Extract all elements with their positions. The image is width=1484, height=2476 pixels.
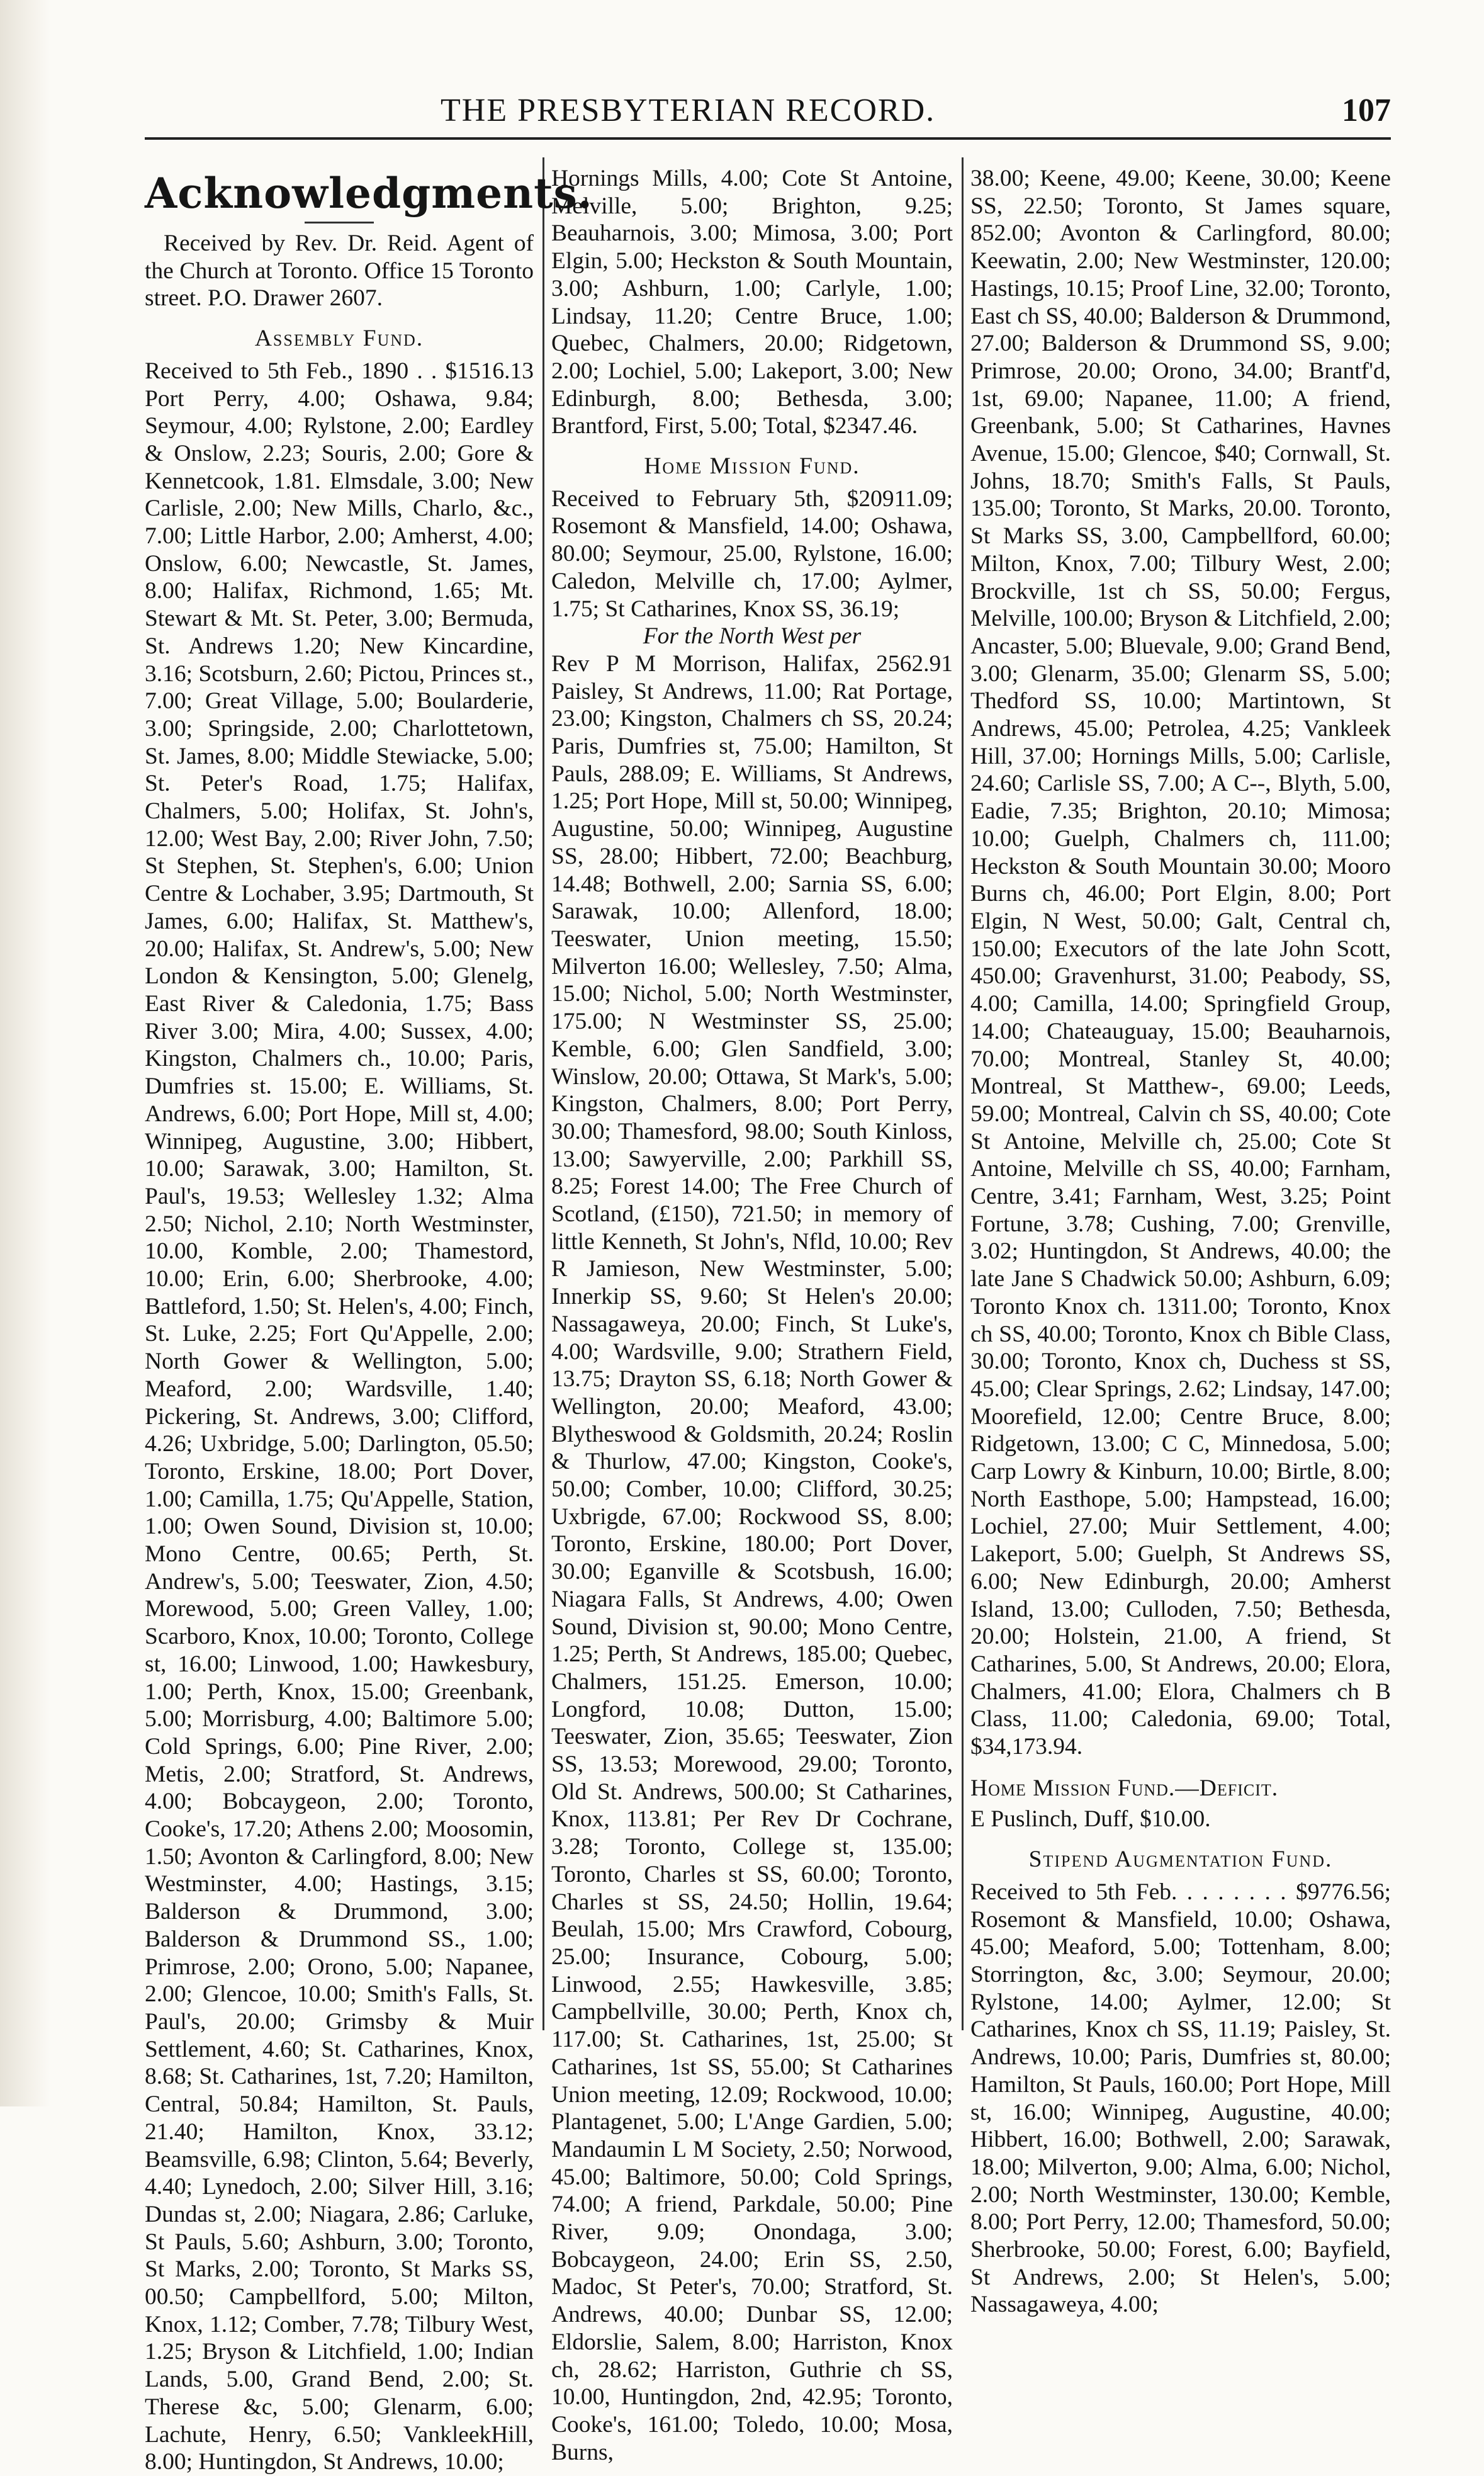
stipend-augmentation-list: Received to 5th Feb. . . . . . . . $9776.56; Rosemont & Mansfield, 10.00; Oshawa, 45.00; Meaford, 5.00; Tottenham, 8.00; Storrington, &c, 3.00; Seymour, 20.00; Rylstone, 14.00; Aylmer, 12.00; St Catharines, Knox ch SS, 11.19; Paisley, St. Andrews, 10.00; Paris, Dumfries st, 80.00; Hamilton, St Pauls, 160.00; Port Hope, Mill st, 16.00; Winnipeg, Augustine, 40.00; Hibbert, 16.00; Bothwell, 2.00; Sarawak, 18.00; Milverton, 9.00; Alma, 6.00; Nichol, 2.00; North Westminster, 130.00; Kemble, 8.00; Port Perry, 12.00; Thamesford, 50.00; Sherbrooke, 50.00; Forest, 6.00; Bayfield, St Andrews, 2.00; St Helen's, 5.00; Nassagaweya, 4.00;	[970, 1879, 1391, 2318]
section-title: Acknowledgments.	[145, 169, 593, 218]
north-west-subheading: For the North West per	[643, 623, 862, 650]
title-rule	[305, 222, 374, 223]
running-title: THE PRESBYTERIAN RECORD.	[441, 93, 936, 128]
assembly-fund-list: Received to 5th Feb., 1890 . . $1516.13 Port Perry, 4.00; Oshawa, 9.84; Seymour, 4.00; Rylstone, 2.00; Eardley & Onslow, 2.23; Souris, 2.00; Gore & Kennetcook, 1.81. Elmsdale, 3.00; New Carlisle, 2.00; New Mills, Charlo, &c., 7.00; Little Harbor, 2.00; Amherst, 4.00; Onslow, 6.00; Newcastle, St. James, 8.00; Halifax, Richmond, 1.65; Mt. Stewart & Mt. St. Peter, 3.00; Bermuda, St. Andrews 1.20; New Kincardine, 3.16; Scotsburn, 2.60; Pictou, Princes st., 7.00; Great Village, 5.00; Boularderie, 3.00; Springside, 2.00; Charlottetown, St. James, 8.00; Middle Stewiacke, 5.00; St. Peter's Road, 1.75; Halifax, Chalmers, 5.00; Holifax, St. John's, 12.00; West Bay, 2.00; River John, 7.50; St Stephen, St. Stephen's, 6.00; Union Centre & Lochaber, 3.95; Dartmouth, St James, 6.00; Halifax, St. Matthew's, 20.00; Halifax, St. Andrew's, 5.00; New London & Kensington, 5.00; Glenelg, East River & Caledonia, 1.75; Bass River 3.00; Mira, 4.00; Sussex, 4.00; Kingston, Chalmers ch., 10.00; Paris, Dumfries st. 15.00; E. Williams, St. Andrews, 6.00; Port Hope, Mill st, 4.00; Winnipeg, Augustine, 3.00; Hibbert, 10.00; Sarawak, 3.00; Hamilton, St. Paul's, 19.53; Wellesley 1.32; Alma 2.50; Nichol, 2.10; North Westminster, 10.00, Komble, 2.00; Thamestord, 10.00; Erin, 6.00; Sherbrooke, 4.00; Battleford, 1.50; St. Helen's, 4.00; Finch, St. Luke, 2.25; Fort Qu'Appelle, 2.00; North Gower & Wellington, 5.00; Meaford, 2.00; Wardsville, 1.40; Pickering, St. Andrews, 3.00; Clifford, 4.26; Uxbridge, 5.00; Darlington, 05.50; Toronto, Erskine, 18.00; Port Dover, 1.00; Camilla, 1.75; Qu'Appelle, Station, 1.00; Owen Sound, Division st, 10.00; Mono Centre, 00.65; Perth, St. Andrew's, 5.00; Teeswater, Zion, 4.50; Morewood, 5.00; Green Valley, 1.00; Scarboro, Knox, 10.00; Toronto, College st, 16.00; Linwood, 1.00; Hawkesbury, 1.00; Perth, Knox, 15.00; Greenbank, 5.00; Morrisburg, 4.00; Baltimore 5.00; Cold Springs, 6.00; Pine River, 2.00; Metis, 2.00; Stratford, St. Andrews, 4.00; Bobcaygeon, 2.00; Toronto, Cooke's, 17.20; Athens 2.00; Moosomin, 1.50; Avonton & Carlingford, 8.00; New Westminster, 4.00; Hastings, 3.15; Balderson & Drummond, 3.00; Balderson & Drummond SS., 1.00; Primrose, 2.00; Orono, 5.00; Napanee, 2.00; Glencoe, 10.00; Smith's Falls, St. Paul's, 20.00; Grimsby & Muir Settlement, 4.60; St. Catharines, Knox, 8.68; St. Catharines, 1st, 7.20; Hamilton, Central, 50.84; Hamilton, St. Pauls, 21.40; Hamilton, Knox, 33.12; Beamsville, 6.98; Clinton, 5.64; Beverly, 4.40; Lynedoch, 2.00; Silver Hill, 3.16; Dundas st, 2.00; Niagara, 2.86; Carluke, St Pauls, 5.60; Ashburn, 3.00; Toronto, St Marks, 2.00; Toronto, St Marks SS, 00.50; Campbellford, 5.00; Milton, Knox, 1.12; Comber, 7.78; Tilbury West, 1.25; Bryson & Litchfield, 1.00; Indian Lands, 5.00, Grand Bend, 2.00; St. Therese &c, 5.00; Glenarm, 6.00; Lachute, Henry, 6.50; VankleekHill, 8.00; Huntingdon, St Andrews, 10.00;	[145, 358, 534, 2475]
assembly-fund-continued: Hornings Mills, 4.00; Cote St Antoine, Melville, 5.00; Brighton, 9.25; Beauharnois, 3.00; Mimosa, 3.00; Port Elgin, 5.00; Heckston & South Mountain, 3.00; Ashburn, 1.00; Carlyle, 1.00; Lindsay, 11.20; Centre Bruce, 1.00; Quebec, Chalmers, 20.00; Ridgetown, 2.00; Lochiel, 5.00; Lakeport, 3.00; New Edinburgh, 8.00; Bethesda, 3.00; Brantford, First, 5.00; Total, $2347.46.	[551, 166, 953, 439]
column-1	[145, 165, 593, 2475]
assembly-fund-heading: Assembly Fund.	[254, 325, 424, 352]
scanned-page-margin	[0, 0, 50, 2106]
header-rule	[145, 137, 1391, 140]
column-3	[970, 165, 1391, 2318]
north-west-list: Rev P M Morrison, Halifax, 2562.91 Paisley, St Andrews, 11.00; Rat Portage, 23.00; Kingston, Chalmers ch SS, 20.24; Paris, Dumfries st, 75.00; Hamilton, St Pauls, 288.09; E. Williams, St Andrews, 1.25; Port Hope, Mill st, 50.00; Winnipeg, Augustine, 50.00; Winnipeg, Augustine SS, 28.00; Hibbert, 72.00; Beachburg, 14.48; Bothwell, 2.00; Sarnia SS, 6.00; Sarawak, 10.00; Allenford, 18.00; Teeswater, Union meeting, 15.50; Milverton 16.00; Wellesley, 7.50; Alma, 15.00; Nichol, 5.00; North Westminster, 175.00; N Westminster SS, 25.00; Kemble, 6.00; Glen Sandfield, 3.00; Winslow, 20.00; Ottawa, St Mark's, 5.00; Kingston, Chalmers, 8.00; Port Perry, 30.00; Thamesford, 98.00; South Kinloss, 13.00; Sawyerville, 2.00; Parkhill SS, 8.25; Forest 14.00; The Free Church of Scotland, (£150), 721.50; in memory of little Kenneth, St John's, Nfld, 10.00; Rev R Jamieson, New Westminster, 5.00; Innerkip SS, 9.60; St Helen's 20.00; Nassagaweya, 20.00; Finch, St Luke's, 4.00; Wardsville, 9.00; Strathern Field, 13.75; Drayton SS, 6.18; North Gower & Wellington, 20.00; Meaford, 43.00; Blytheswood & Goldsmith, 20.24; Roslin & Thurlow, 47.00; Kingston, Cooke's, 50.00; Comber, 10.00; Clifford, 30.25; Uxbrigde, 67.00; Rockwood SS, 8.00; Toronto, Erskine, 180.00; Port Dover, 30.00; Eganville & Scotsbush, 16.00; Niagara Falls, St Andrews, 4.00; Owen Sound, Division st, 90.00; Mono Centre, 1.25; Perth, St Andrews, 185.00; Quebec, Chalmers, 151.25. Emerson, 10.00; Longford, 10.08; Dutton, 15.00; Teeswater, Zion, 35.65; Teeswater, Zion SS, 13.53; Morewood, 29.00; Toronto, Old St. Andrews, 500.00; St Catharines, Knox, 113.81; Per Rev Dr Cochrane, 3.28; Toronto, College st, 135.00; Toronto, Charles st SS, 60.00; Toronto, Charles st SS, 24.50; Hollin, 19.64; Beulah, 15.00; Mrs Crawford, Cobourg, 25.00; Insurance, Cobourg, 5.00; Linwood, 2.55; Hawkesville, 3.85; Campbellville, 30.00; Perth, Knox ch, 117.00; St. Catharines, 1st, 25.00; St Catharines, 1st SS, 55.00; St Catharines Union meeting, 12.09; Rockwood, 10.00; Plantagenet, 5.00; L'Ange Gardien, 5.00; Mandaumin L M Society, 2.50; Norwood, 45.00; Baltimore, 50.00; Cold Springs, 74.00; A friend, Parkdale, 50.00; Pine River, 9.09; Onondaga, 3.00; Bobcaygeon, 24.00; Erin SS, 2.50, Madoc, St Peter's, 70.00; Stratford, St. Andrews, 40.00; Dunbar SS, 12.00; Eldorslie, Salem, 8.00; Harriston, Knox ch, 28.62; Harriston, Guthrie ch SS, 10.00, Huntingdon, 2nd, 42.95; Toronto, Cooke's, 161.00; Toledo, 10.00; Mosa, Burns,	[551, 650, 953, 2465]
stipend-augmentation-heading: Stipend Augmentation Fund.	[1028, 1846, 1333, 1873]
deficit-entry: E Puslinch, Duff, $10.00.	[970, 1806, 1211, 1833]
agent-notice: Received by Rev. Dr. Reid. Agent of the Church at Toronto. Office 15 Toronto street. P.O. Drawer 2607.	[145, 230, 534, 312]
home-mission-heading: Home Mission Fund.	[644, 453, 860, 480]
home-mission-list: Received to February 5th, $20911.09; Rosemont & Mansfield, 14.00; Oshawa, 80.00; Seymour, 25.00, Rylstone, 16.00; Caledon, Melville ch, 17.00; Aylmer, 1.75; St Catharines, Knox SS, 36.19;	[551, 485, 953, 622]
page-header	[145, 74, 1391, 144]
column-2	[551, 165, 953, 2465]
home-mission-continued: 38.00; Keene, 49.00; Keene, 30.00; Keene SS, 22.50; Toronto, St James square, 852.00; Avonton & Carlingford, 80.00; Keewatin, 2.00; New Westminster, 120.00; Hastings, 10.15; Proof Line, 32.00; Toronto, East ch SS, 40.00; Balderson & Drummond, 27.00; Balderson & Drummond SS, 9.00; Primrose, 20.00; Orono, 34.00; Brantf'd, 1st, 69.00; Napanee, 11.00; A friend, Greenbank, 5.00; St Catharines, Havnes Avenue, 15.00; Glencoe, $40; Cornwall, St. Johns, 18.70; Smith's Falls, St Pauls, 135.00; Toronto, St Marks, 20.00. Toronto, St Marks SS, 3.00, Campbellford, 60.00; Milton, Knox, 7.00; Tilbury West, 2.00; Brockville, 1st ch SS, 50.00; Fergus, Melville, 100.00; Bryson & Litchfield, 2.00; Ancaster, 5.00; Bluevale, 9.00; Grand Bend, 3.00; Glenarm, 35.00; Glenarm SS, 5.00; Thedford SS, 10.00; Martintown, St Andrews, 45.00; Petrolea, 4.25; Vankleek Hill, 37.00; Hornings Mills, 5.00; Carlisle, 24.60; Carlisle SS, 7.00; A C--, Blyth, 5.00, Eadie, 7.35; Brighton, 20.10; Mimosa; 10.00; Guelph, Chalmers ch, 111.00; Heckston & South Mountain 30.00; Mooro Burns ch, 46.00; Port Elgin, 8.00; Port Elgin, N West, 50.00; Galt, Central ch, 150.00; Executors of the late John Scott, 450.00; Gravenhurst, 31.00; Peabody, SS, 4.00; Camilla, 14.00; Springfield Group, 14.00; Chateauguay, 15.00; Beauharnois, 70.00; Montreal, Stanley St, 40.00; Montreal, St Matthew-, 69.00; Leeds, 59.00; Montreal, Calvin ch SS, 40.00; Cote St Antoine, Melville ch, 25.00; Cote St Antoine, Melville ch SS, 40.00; Farnham, Centre, 3.41; Farnham, West, 3.25; Point Fortune, 3.78; Cushing, 7.00; Grenville, 3.02; Huntingdon, St Andrews, 40.00; the late Jane S Chadwick 50.00; Ashburn, 6.09; Toronto Knox ch. 1311.00; Toronto, Knox ch SS, 40.00; Toronto, Knox ch Bible Class, 30.00; Toronto, Knox ch, Duchess st SS, 45.00; Clear Springs, 2.62; Lindsay, 147.00; Moorefield, 12.00; Centre Bruce, 8.00; Ridgetown, 13.00; C C, Minnedosa, 5.00; Carp Lowry & Kinburn, 10.00; Birtle, 8.00; North Easthope, 5.00; Hampstead, 16.00; Lochiel, 27.00; Muir Settlement, 4.00; Lakeport, 5.00; Guelph, St Andrews SS, 6.00; New Edinburgh, 20.00; Amherst Island, 13.00; Culloden, 7.50; Bethesda, 20.00; Holstein, 21.00, A friend, St Catharines, 5.00, St Andrews, 20.00; Elora, Chalmers, 41.00; Elora, Chalmers ch B Class, 11.00; Caledonia, 69.00; Total, $34,173.94.	[970, 166, 1391, 1760]
column-divider-1	[542, 157, 544, 2030]
column-divider-2	[962, 157, 964, 2030]
page-number: 107	[1342, 93, 1391, 128]
deficit-heading: Home Mission Fund.—Deficit.	[970, 1775, 1279, 1801]
